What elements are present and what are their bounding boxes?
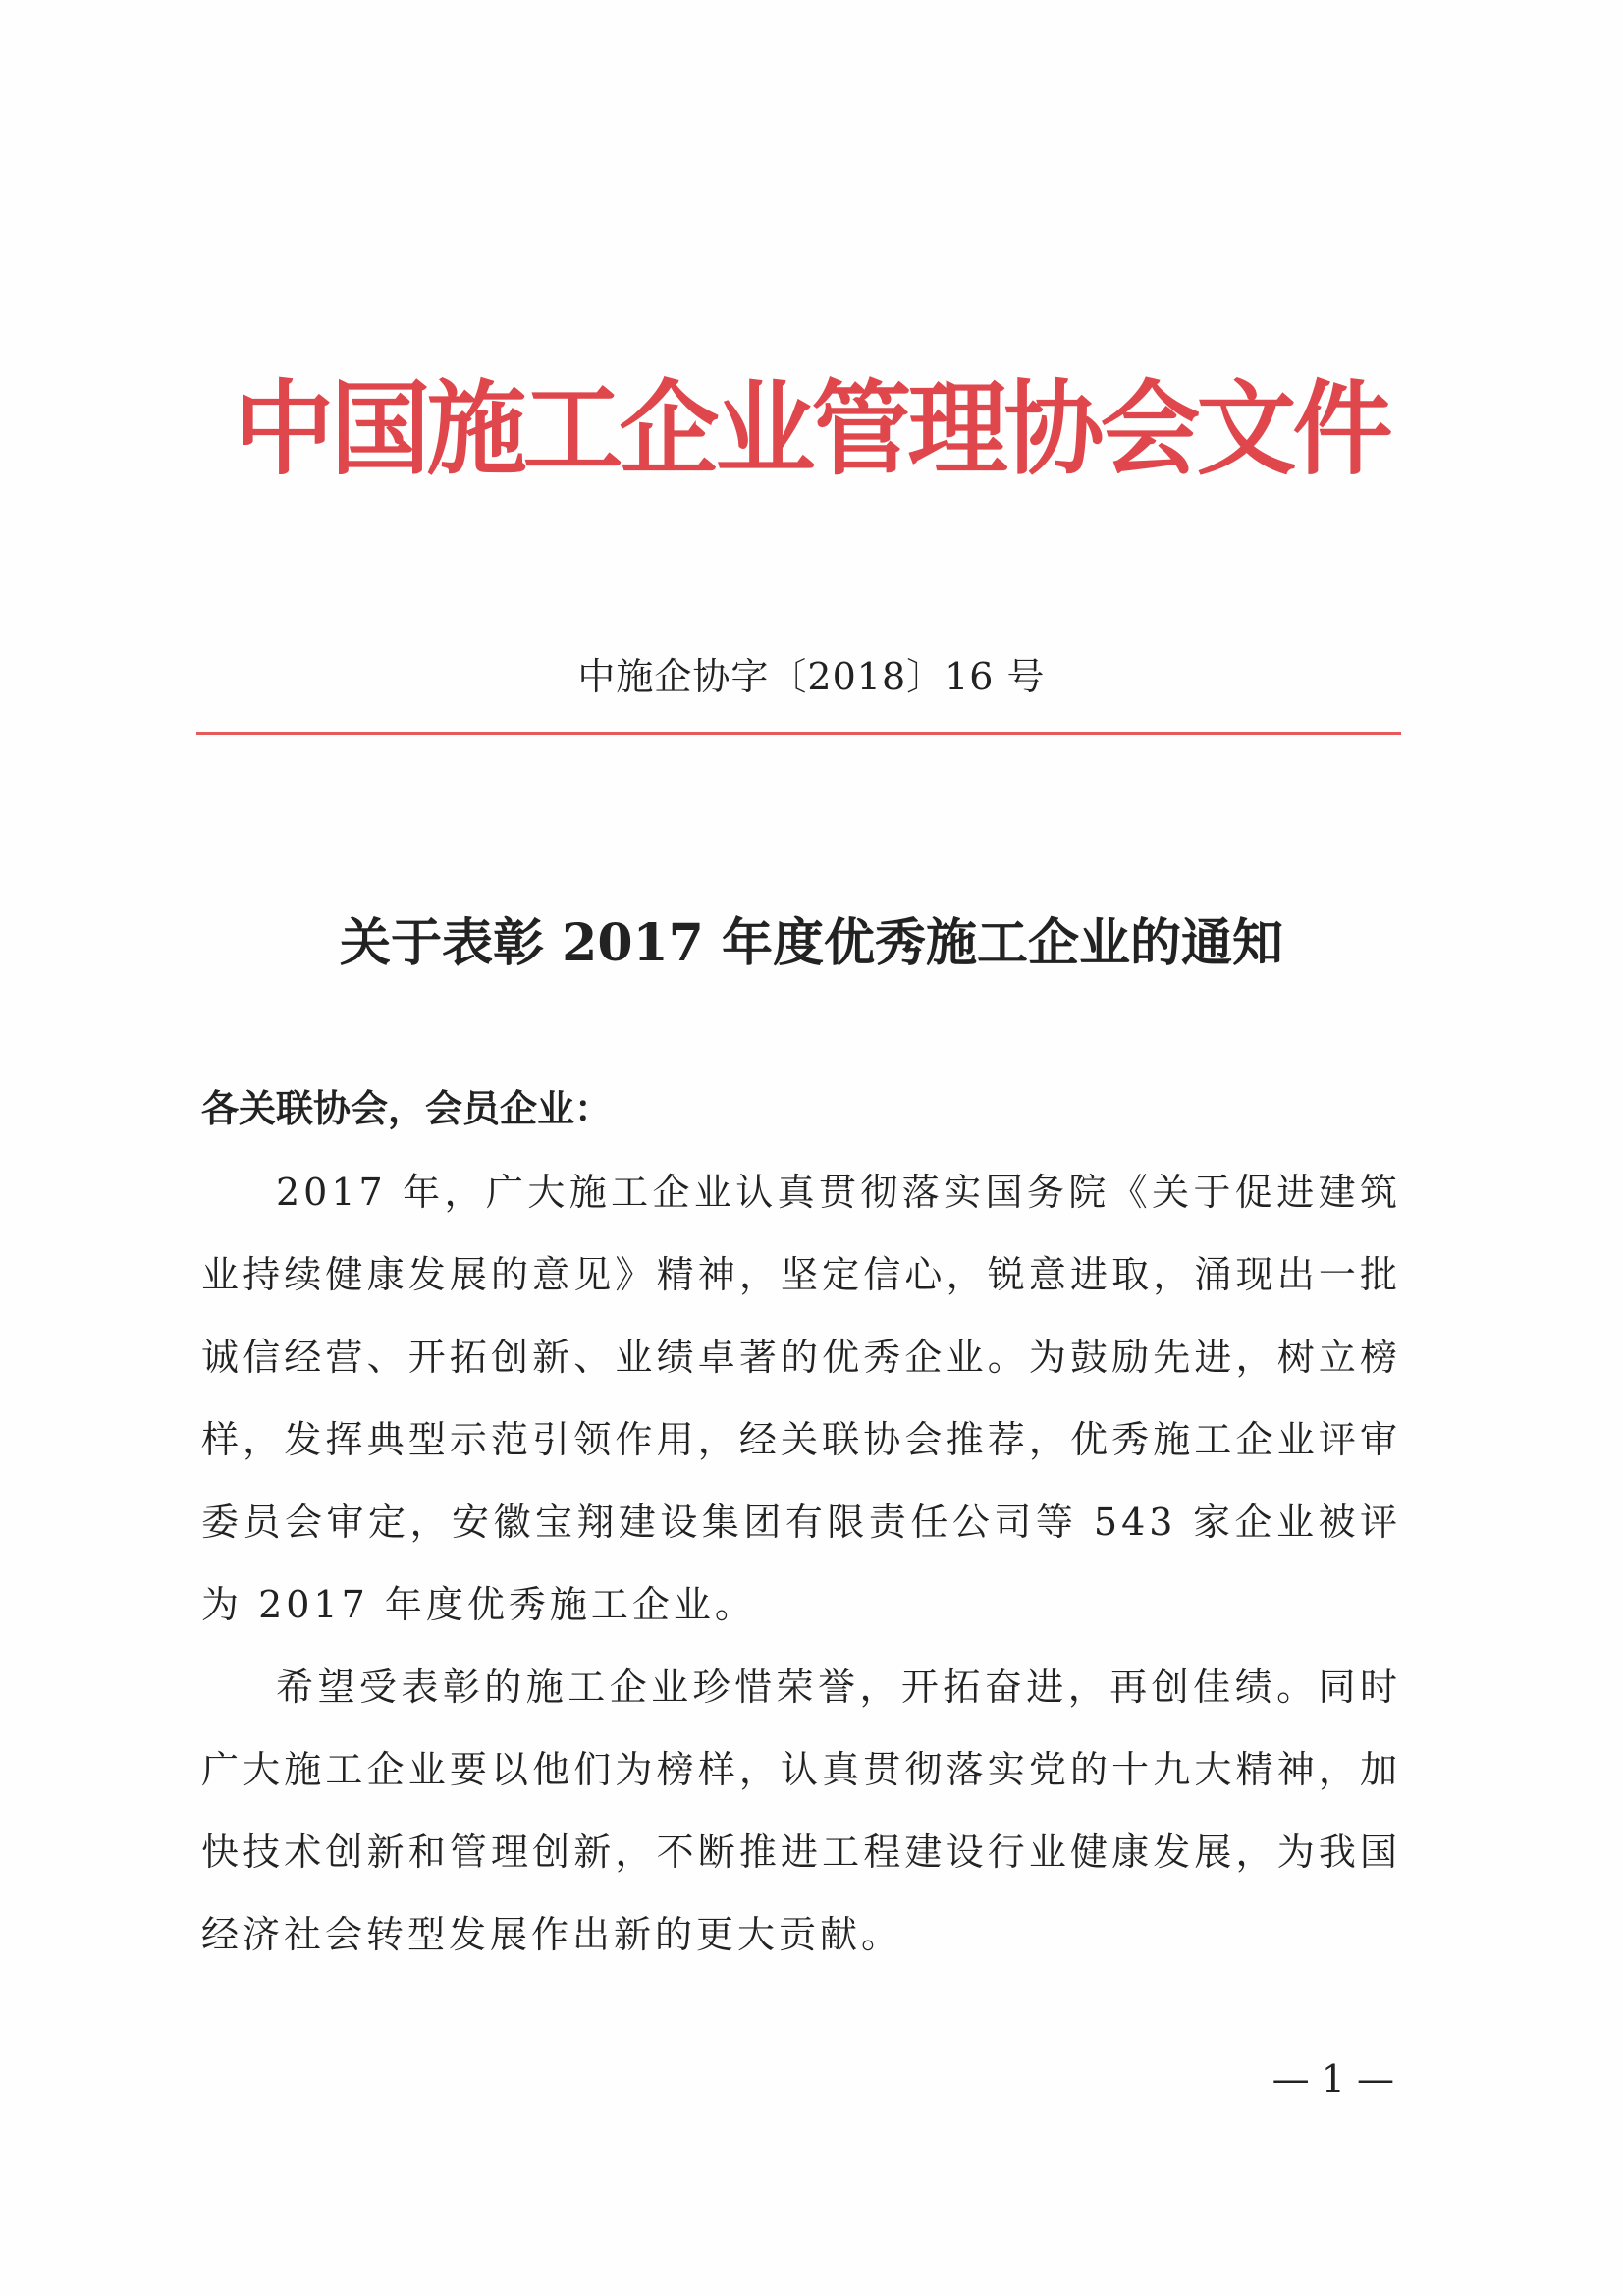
document-number: 中施企协字〔2018〕16 号 <box>577 655 1046 698</box>
masthead-title: 中国施工企业管理协会文件 <box>234 369 1389 489</box>
body-paragraph: 希望受表彰的施工企业珍惜荣誉，开拓奋进，再创佳绩。同时广大施工企业要以他们为榜样，认真贯彻落实党的十九大精神，加快技术创新和管理创新，不断推进工程建设行业健康发展，为我国经济社会转型发展作出新的更大贡献。 <box>201 1666 1401 1956</box>
salutation: 各关联协会，会员企业： <box>201 1087 613 1130</box>
red-divider-rule <box>196 732 1401 735</box>
page-number: — 1 — <box>1271 2057 1394 2101</box>
body-paragraph: 2017 年，广大施工企业认真贯彻落实国务院《关于促进建筑业持续健康发展的意见》精神，坚定信心，锐意进取，涌现出一批诚信经营、开拓创新、业绩卓著的优秀企业。为鼓励先进，树立榜样，发挥典型示范引领作用，经关联协会推荐，优秀施工企业评审委员会审定，安徽宝翔建设集团有限责任公司等 543 家企业被评为 2017 年度优秀施工企业。 <box>201 1171 1401 1626</box>
notice-title: 关于表彰 2017 年度优秀施工企业的通知 <box>340 913 1283 973</box>
